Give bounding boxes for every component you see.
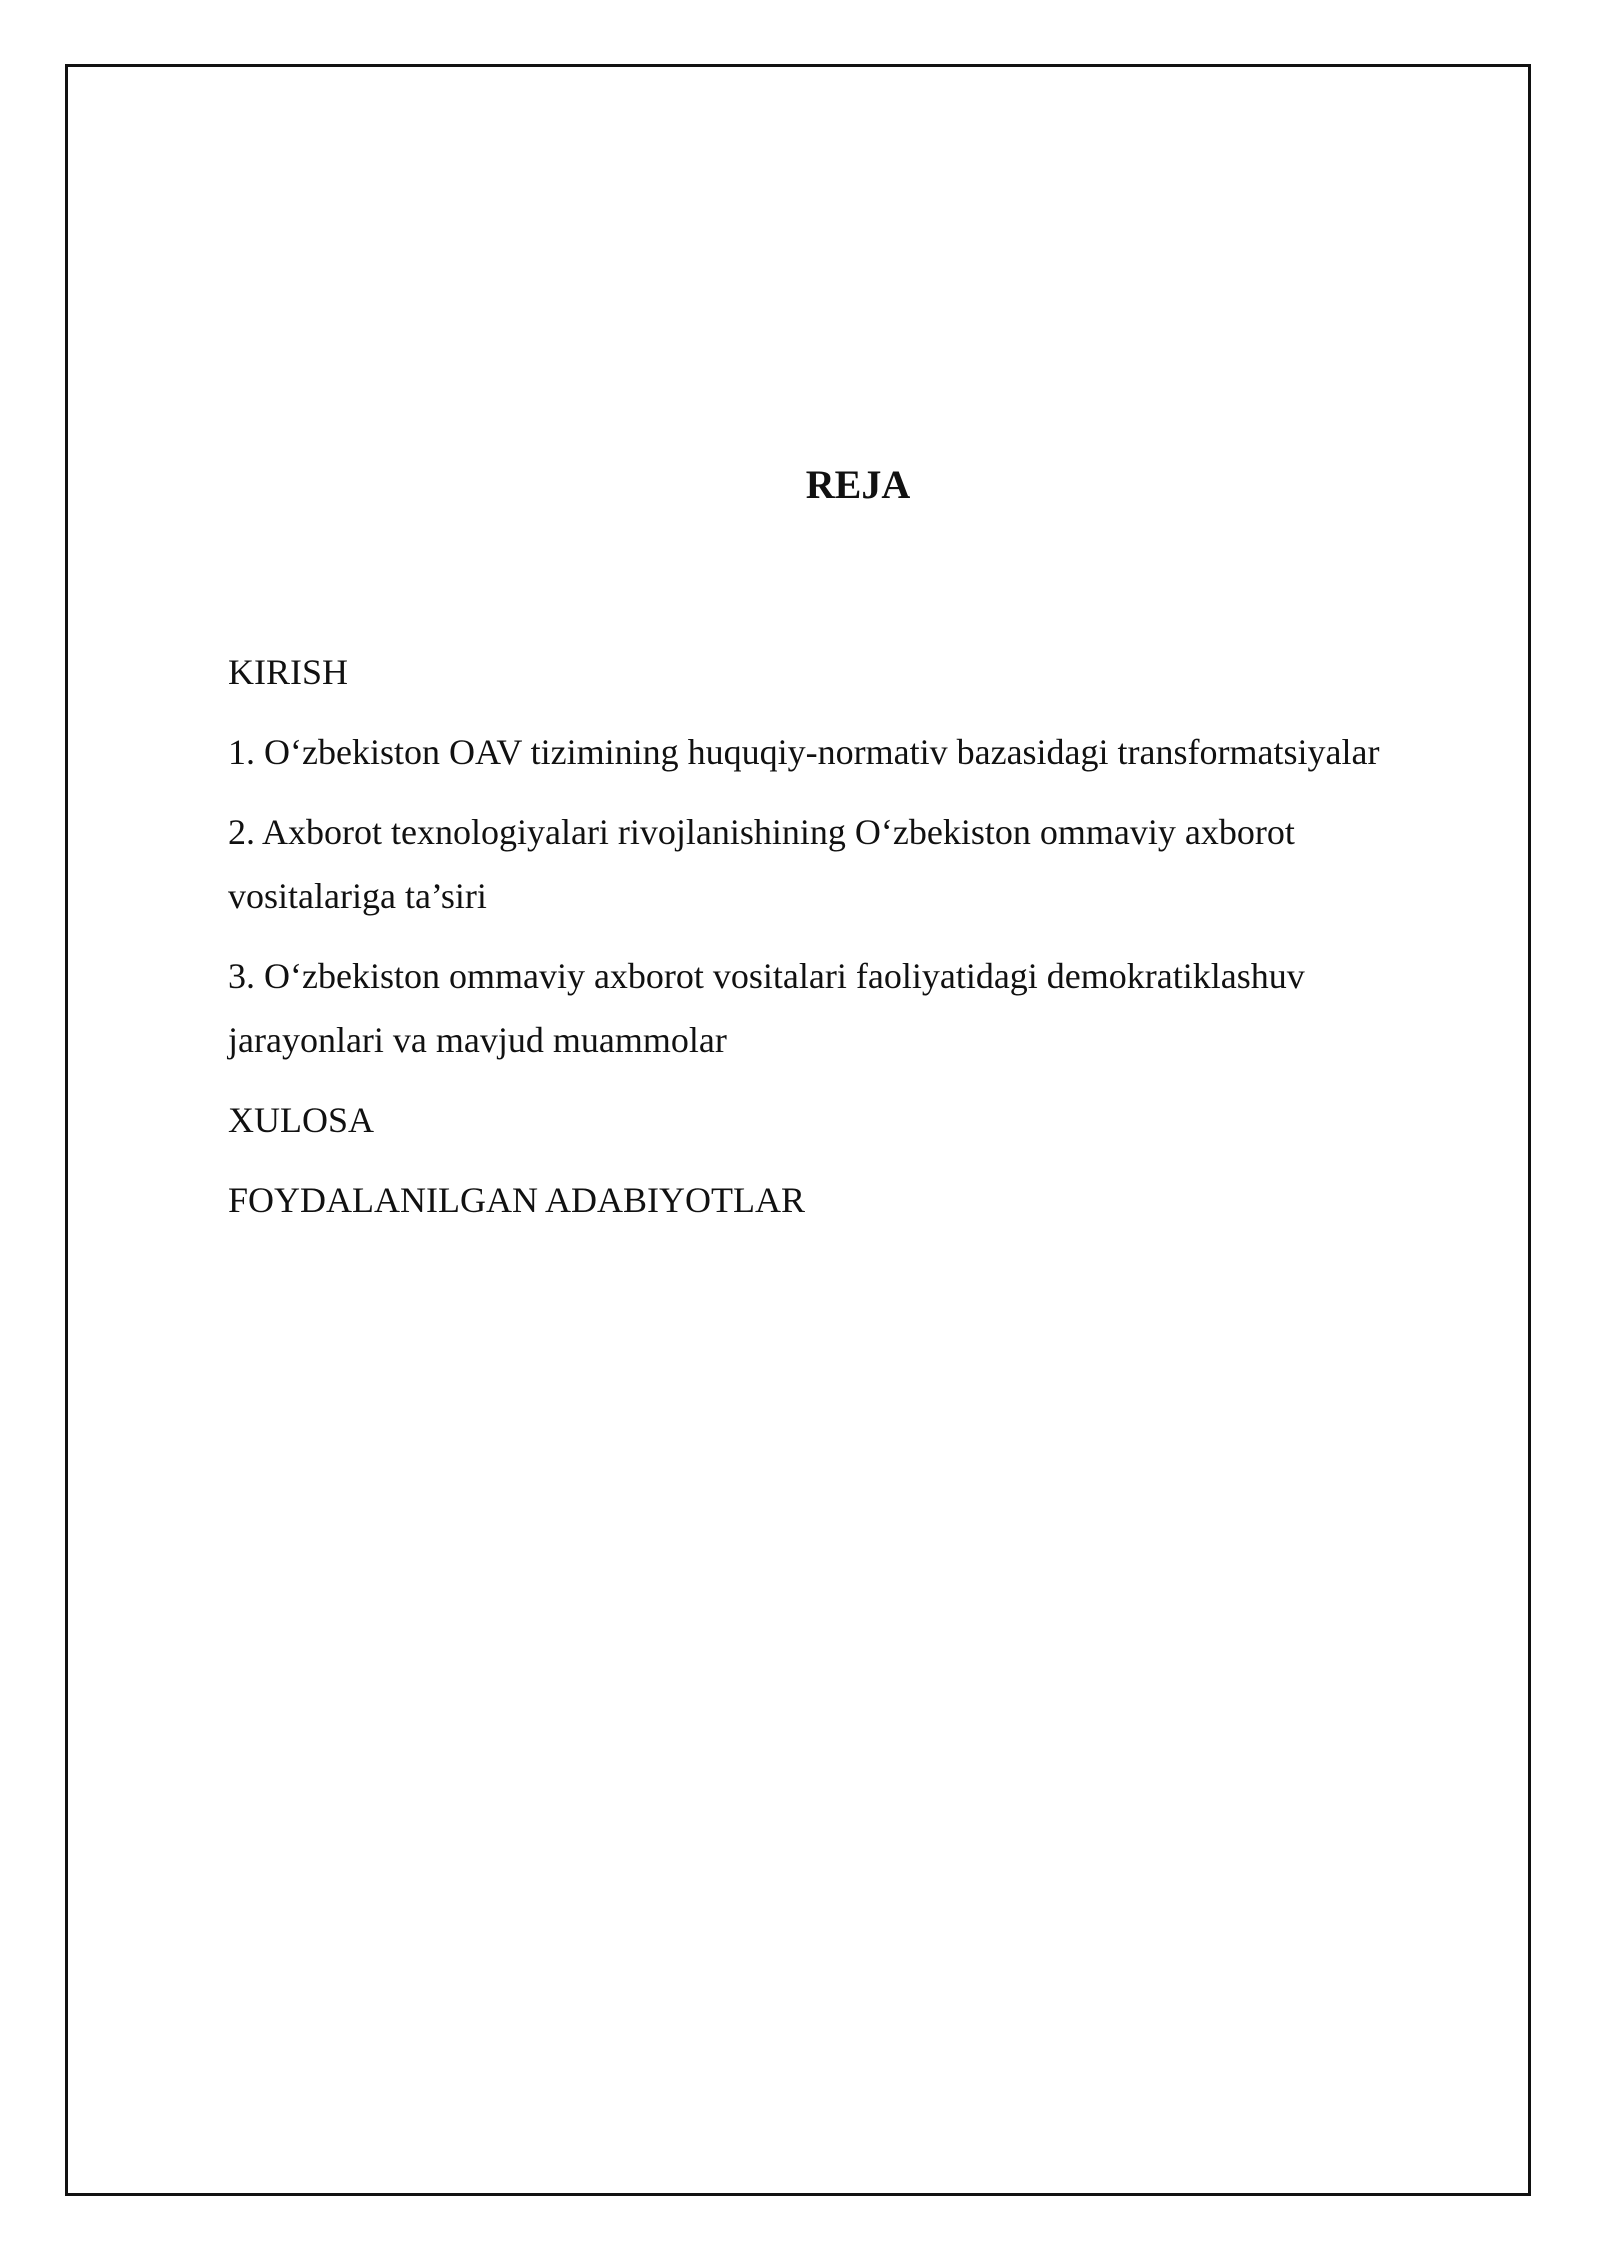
plan-item-1: 1. O‘zbekiston OAV tizimining huquqiy-normativ bazasidagi transformatsiyalar bbox=[228, 732, 1380, 772]
page-title: REJA bbox=[805, 462, 911, 507]
plan-item-introduction: KIRISH bbox=[228, 652, 349, 692]
plan-item-conclusion: XULOSA bbox=[228, 1100, 375, 1140]
plan-item-references: FOYDALANILGAN ADABIYOTLAR bbox=[228, 1180, 805, 1220]
plan-item-2: 2. Axborot texnologiyalari rivojlanishining O‘zbekiston ommaviy axborot vositalariga ta’siri bbox=[228, 812, 1295, 916]
plan-list bbox=[228, 640, 1458, 1248]
plan-item-3: 3. O‘zbekiston ommaviy axborot vositalari faoliyatidagi demokratiklashuv jarayonlari va mavjud muammolar bbox=[228, 956, 1305, 1060]
